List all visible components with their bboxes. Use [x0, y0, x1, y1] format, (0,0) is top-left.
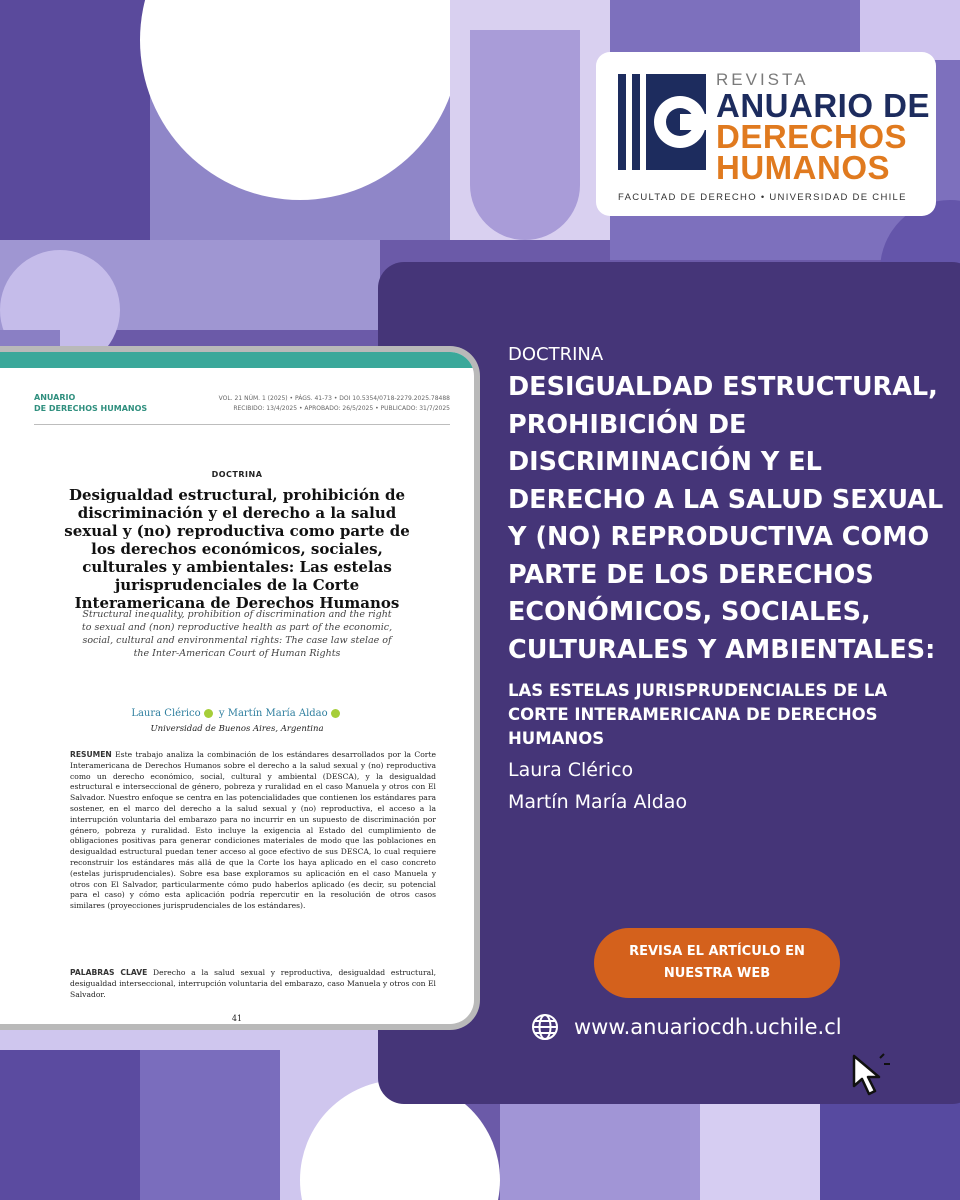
globe-icon [530, 1012, 560, 1042]
logo-line-2: DERECHOS [716, 118, 908, 155]
logo-line-1: ANUARIO DE [716, 87, 931, 124]
page-meta-line-2: RECIBIDO: 13/4/2025 • APROBADO: 26/5/2025 • PUBLICADO: 31/7/2025 [233, 405, 450, 412]
page-number: 41 [231, 1014, 243, 1023]
page-title-english: Structural inequality, prohibition of discrimination and the right to sexual and (non) reproductive health as part of the economic, social, cultural and environmental rights: The case law stelae of the Inter-American Court of Human Rights [81, 609, 393, 659]
read-article-button[interactable]: REVISA EL ARTÍCULO EN NUESTRA WEB [594, 928, 840, 998]
orcid-icon [204, 709, 213, 718]
page-journal-line-1: ANUARIO [34, 393, 76, 402]
author-1: Laura Clérico [508, 759, 634, 781]
page-section: DOCTRINA [211, 470, 263, 479]
keywords-text: Derecho a la salud sexual y reproductiva, desigualdad estructural, desigualdad interseccional, interrupción voluntaria del embarazo, caso Manuela y otros con El Salvador. [70, 968, 436, 999]
article-subtitle: LAS ESTELAS JURISPRUDENCIALES DE LA CORTE INTERAMERICANA DE DERECHOS HUMANOS [508, 681, 888, 748]
website-url[interactable]: www.anuariocdh.uchile.cl [574, 1015, 842, 1039]
page-abstract [70, 750, 436, 912]
cursor-arrow-icon [850, 1052, 896, 1098]
page-top-band [0, 352, 474, 368]
page-author-1: Laura Clérico [131, 708, 201, 719]
article-page [0, 352, 474, 1024]
article-preview [0, 346, 480, 1030]
page-journal-name [34, 392, 147, 414]
abstract-text: Este trabajo analiza la combinación de los estándares desarrollados por la Corte Interamericana de Derechos Humanos sobre el derecho a la salud sexual y (no) reproductiva como un derecho económico, social, cultural y ambiental (DESCA), y la desigualdad estructural e interseccional de género, pobreza y ruralidad en el caso Manuela y otros con El Salvador. Nuestro enfoque se centra en las potencialidades que contienen los estándares para sostener, en el marco del derecho a la salud sexual y (no) reproductiva, el acceso a la interrupción voluntaria del embarazo para no incurrir en un supuesto de discriminación por género, pobreza y ruralidad. Esto incluye la exigencia al Estado del cumplimiento de obligaciones positivas para generar condiciones materiales de modo que las poblaciones en desigualdad estructural puedan tener acceso al goce efectivo de sus DESCA, lo cual requiere reconstruir los estándares más allá de que la Corte los haya aplicado en el caso concreto (estelas jurisprudenciales). Sobre esa base exploramos su aplicación en el caso Manuela y otros con El Salvador, particularmente cómo pudo haberlos aplicado (es decir, su potencial para el caso) y cómo esta aplicación podría repercutir en la resolución de otros casos similares (proyecciones jurisprudenciales de los estándares). [70, 750, 436, 911]
journal-logo-text [716, 70, 931, 186]
announcement-text [508, 344, 948, 813]
logo-revista: REVISTA [716, 70, 809, 89]
logo-line-3: HUMANOS [716, 149, 890, 186]
author-2: Martín María Aldao [508, 791, 688, 813]
page-meta [219, 394, 450, 414]
logo-subtitle: FACULTAD DE DERECHO • UNIVERSIDAD DE CHILE [618, 192, 907, 203]
journal-logo-icon [618, 74, 706, 170]
article-title: DESIGUALDAD ESTRUCTURAL, PROHIBICIÓN DE DISCRIMINACIÓN Y EL DERECHO A LA SALUD SEXUAL Y (NO) REPRODUCTIVA COMO PARTE DE LOS DERECHOS ECONÓMICOS, SOCIALES, CULTURALES Y AMBIENTALES: [508, 372, 944, 665]
page-title: Desigualdad estructural, prohibición de discriminación y el derecho a la salud sexual y (no) reproductiva como parte de los derechos económicos, sociales, culturales y ambientales: Las estelas jurisprudenciales de la Corte Interamericana de Derechos Humanos [64, 486, 410, 612]
page-journal-line-2: DE DERECHOS HUMANOS [34, 404, 148, 413]
section-label: DOCTRINA [508, 344, 604, 365]
orcid-icon [331, 709, 340, 718]
page-divider [34, 424, 450, 425]
keywords-label: PALABRAS CLAVE [70, 968, 148, 977]
page-authors [0, 708, 474, 719]
website-link[interactable] [530, 1010, 842, 1044]
page-affiliation: Universidad de Buenos Aires, Argentina [150, 724, 324, 734]
journal-logo-card [596, 52, 936, 216]
page-author-2: Martín María Aldao [227, 708, 328, 719]
page-keywords [70, 968, 436, 1000]
abstract-label: RESUMEN [70, 750, 112, 759]
page-author-join: y [218, 708, 225, 719]
page-meta-line-1: VOL. 21 NÚM. 1 (2025) • PÁGS. 41-73 • DOI 10.5354/0718-2279.2025.78488 [218, 395, 450, 402]
